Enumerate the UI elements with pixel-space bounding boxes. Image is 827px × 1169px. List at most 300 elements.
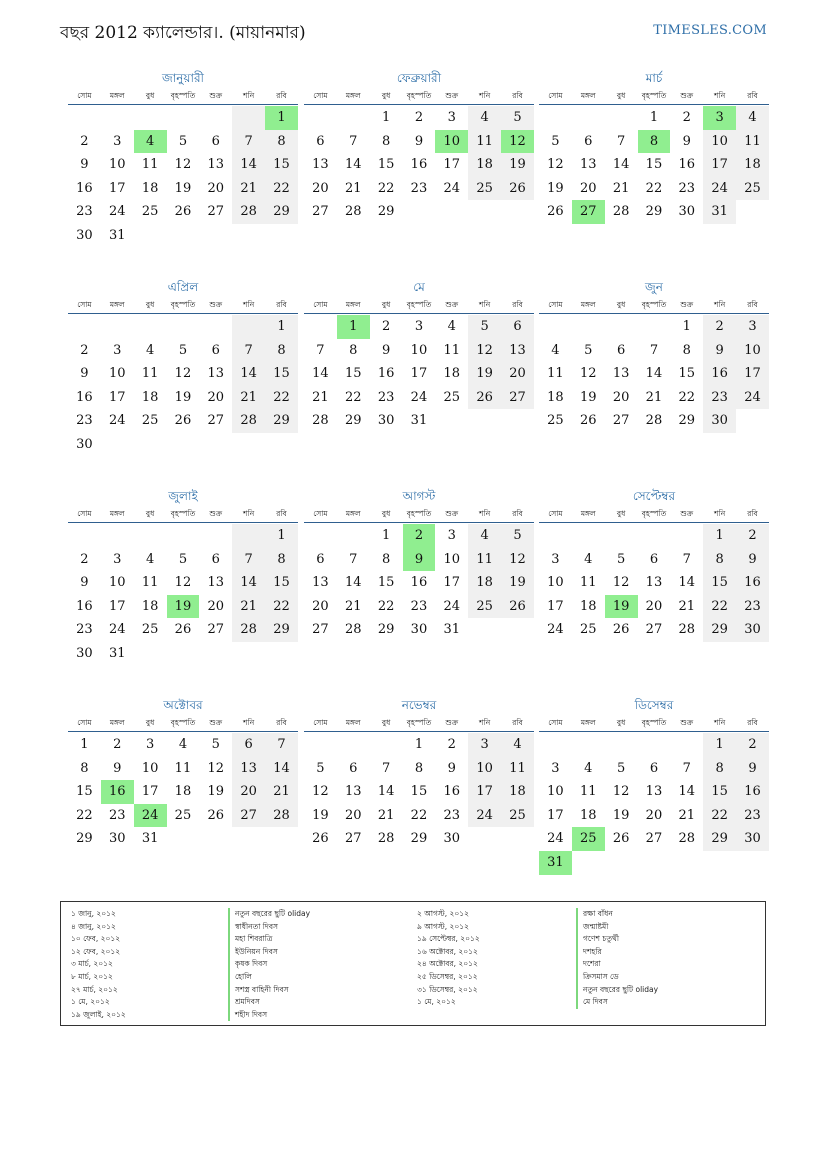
day-cell: 7 xyxy=(232,339,265,363)
day-cell: 2 xyxy=(736,733,769,757)
day-cell: 14 xyxy=(377,784,395,800)
weekday-label: শুক্র xyxy=(209,509,223,518)
weekday-header xyxy=(68,508,298,523)
day-cell: 15 xyxy=(703,571,736,595)
empty-cell xyxy=(337,524,370,548)
empty-cell xyxy=(572,106,605,130)
day-cell: 10 xyxy=(703,130,736,154)
weekday-label: শুক্র xyxy=(445,300,459,309)
day-cell: 30 xyxy=(108,831,126,847)
legend-names-left xyxy=(228,908,310,1021)
day-cell: 11 xyxy=(547,366,564,382)
month-title: অক্টোবর xyxy=(163,698,203,712)
weekday-label: বুধ xyxy=(145,718,155,727)
brand-logo-text[interactable]: TIMESLES.COM xyxy=(653,23,767,38)
day-cell: 8 xyxy=(80,760,89,776)
day-cell: 18 xyxy=(443,366,461,382)
day-cell: 6 xyxy=(211,133,220,149)
day-cell: 19 xyxy=(501,153,534,177)
legend-date: ২৪ অক্টোবর, ২০১২ xyxy=(417,959,478,969)
page-title: বছর 2012 ক্যালেন্ডার।. (মায়ানমার) xyxy=(60,23,306,43)
empty-cell xyxy=(134,106,167,130)
day-cell: 7 xyxy=(232,548,265,572)
weekday-label: সোম xyxy=(77,509,92,518)
day-cell: 9 xyxy=(80,575,89,591)
day-cell: 25 xyxy=(141,204,159,220)
day-cell: 10 xyxy=(736,339,769,363)
day-cell: 23 xyxy=(76,413,93,429)
day-cell: 1 xyxy=(703,733,736,757)
holiday-day-cell: 12 xyxy=(501,130,534,154)
weekday-label: মঙ্গল xyxy=(109,718,125,727)
weekday-label: রবি xyxy=(512,509,523,518)
day-cell: 26 xyxy=(612,831,630,847)
day-cell: 10 xyxy=(410,342,428,358)
weekday-header xyxy=(539,299,769,314)
weekday-label: শুক্র xyxy=(680,509,694,518)
empty-cell xyxy=(572,315,605,339)
day-cell: 6 xyxy=(616,342,626,358)
day-cell: 4 xyxy=(501,733,534,757)
day-cell: 18 xyxy=(174,784,192,800)
day-cell: 22 xyxy=(377,180,395,196)
weekday-label: মঙ্গল xyxy=(345,718,361,727)
weekday-label: বুধ xyxy=(381,91,391,100)
day-cell: 7 xyxy=(381,760,391,776)
day-cell: 18 xyxy=(468,571,501,595)
month-block xyxy=(304,70,534,224)
weekday-label: বৃহস্পতি xyxy=(641,509,667,518)
day-cell: 15 xyxy=(678,366,696,382)
day-cell: 9 xyxy=(381,342,391,358)
day-cell: 26 xyxy=(174,204,192,220)
month-days xyxy=(304,106,534,224)
holiday-day-cell: 9 xyxy=(403,548,436,572)
weekday-header xyxy=(539,508,769,523)
month-title: এপ্রিল xyxy=(167,280,199,294)
month-block xyxy=(304,488,534,642)
day-cell: 1 xyxy=(703,524,736,548)
day-cell: 25 xyxy=(547,413,564,429)
day-cell: 4 xyxy=(736,106,769,130)
weekday-label: সোম xyxy=(548,718,563,727)
day-cell: 15 xyxy=(645,157,663,173)
legend-holiday-name: ইউনিয়ন দিবস xyxy=(228,946,310,959)
day-cell: 21 xyxy=(612,180,630,196)
holiday-day-cell: 19 xyxy=(605,595,638,619)
day-cell: 13 xyxy=(579,157,597,173)
day-cell: 11 xyxy=(141,157,159,173)
day-cell: 10 xyxy=(547,784,564,800)
day-cell: 15 xyxy=(76,784,93,800)
weekday-label: সোম xyxy=(313,300,328,309)
day-cell: 4 xyxy=(468,106,501,130)
day-cell: 14 xyxy=(312,366,329,382)
day-cell: 18 xyxy=(468,153,501,177)
weekday-label: শুক্র xyxy=(445,509,459,518)
day-cell: 7 xyxy=(232,130,265,154)
weekday-label: বৃহস্পতি xyxy=(406,509,432,518)
legend-holiday-name: দশেরা xyxy=(576,958,658,971)
month-title: মে xyxy=(413,280,425,294)
month-block xyxy=(539,279,769,433)
day-cell: 10 xyxy=(108,575,126,591)
day-cell: 19 xyxy=(312,807,329,823)
day-cell: 9 xyxy=(80,157,89,173)
day-cell: 29 xyxy=(265,618,298,642)
legend-holiday-name: মে দিবস xyxy=(576,996,658,1009)
day-cell: 23 xyxy=(678,180,696,196)
weekday-header xyxy=(68,717,298,732)
day-cell: 15 xyxy=(344,366,362,382)
day-cell: 20 xyxy=(645,598,663,614)
empty-cell xyxy=(572,524,605,548)
weekday-label: বুধ xyxy=(381,300,391,309)
day-cell: 7 xyxy=(265,733,298,757)
day-cell: 20 xyxy=(645,807,663,823)
legend-holiday-name: নতুন বছরের ছুটি oliday xyxy=(228,908,310,921)
day-cell: 12 xyxy=(468,339,501,363)
day-cell: 15 xyxy=(265,571,298,595)
day-cell: 2 xyxy=(736,524,769,548)
day-cell: 7 xyxy=(616,133,626,149)
day-cell: 17 xyxy=(703,153,736,177)
day-cell: 21 xyxy=(678,807,696,823)
day-cell: 10 xyxy=(108,366,126,382)
day-cell: 7 xyxy=(349,133,358,149)
day-cell: 21 xyxy=(232,386,265,410)
weekday-label: বৃহস্পতি xyxy=(170,91,196,100)
day-cell: 28 xyxy=(265,804,298,828)
day-cell: 5 xyxy=(211,737,220,752)
empty-cell xyxy=(605,733,638,757)
day-cell: 1 xyxy=(682,319,691,334)
weekday-label: রবি xyxy=(512,91,523,100)
day-cell: 6 xyxy=(501,315,534,339)
holiday-day-cell: 16 xyxy=(101,780,134,804)
day-cell: 16 xyxy=(377,366,395,382)
holiday-day-cell: 31 xyxy=(539,851,572,875)
day-cell: 8 xyxy=(703,548,736,572)
day-cell: 31 xyxy=(108,645,126,661)
day-cell: 3 xyxy=(736,315,769,339)
day-cell: 18 xyxy=(141,598,159,614)
day-cell: 25 xyxy=(468,177,501,201)
weekday-label: শনি xyxy=(714,300,726,309)
day-cell: 17 xyxy=(443,575,461,591)
month-days xyxy=(68,106,298,248)
weekday-label: শুক্র xyxy=(445,718,459,727)
day-cell: 21 xyxy=(678,598,696,614)
day-cell: 13 xyxy=(207,575,225,591)
weekday-label: বুধ xyxy=(145,91,155,100)
weekday-label: শনি xyxy=(714,91,726,100)
day-cell: 31 xyxy=(703,200,736,224)
day-cell: 20 xyxy=(579,180,597,196)
holiday-day-cell: 19 xyxy=(167,595,200,619)
weekday-label: সোম xyxy=(313,509,328,518)
day-cell: 24 xyxy=(468,804,501,828)
day-cell: 26 xyxy=(174,413,192,429)
month-title: জুলাই xyxy=(168,489,198,503)
day-cell: 28 xyxy=(612,204,630,220)
day-cell: 29 xyxy=(645,204,663,220)
day-cell: 19 xyxy=(174,389,192,405)
day-cell: 23 xyxy=(76,204,93,220)
weekday-label: বুধ xyxy=(616,509,626,518)
weekday-header xyxy=(304,90,534,105)
weekday-label: শুক্র xyxy=(680,91,694,100)
day-cell: 25 xyxy=(501,804,534,828)
day-cell: 4 xyxy=(584,760,593,776)
day-cell: 12 xyxy=(174,575,192,591)
weekday-label: বুধ xyxy=(616,718,626,727)
weekday-label: বুধ xyxy=(616,91,626,100)
day-cell: 25 xyxy=(579,622,597,638)
day-cell: 8 xyxy=(265,130,298,154)
empty-cell xyxy=(167,106,200,130)
day-cell: 23 xyxy=(76,622,93,638)
day-cell: 30 xyxy=(736,827,769,851)
day-cell: 4 xyxy=(468,524,501,548)
weekday-label: রবি xyxy=(276,509,287,518)
day-cell: 11 xyxy=(579,575,597,591)
day-cell: 21 xyxy=(232,177,265,201)
day-cell: 14 xyxy=(612,157,630,173)
month-block xyxy=(539,488,769,642)
day-cell: 19 xyxy=(579,389,597,405)
weekday-label: বুধ xyxy=(381,718,391,727)
empty-cell xyxy=(670,524,703,548)
legend-date: ১৬ অক্টোবর, ২০১২ xyxy=(417,946,478,956)
legend-holiday-name: গণেশ চতুর্থী xyxy=(576,933,658,946)
day-cell: 18 xyxy=(141,389,159,405)
day-cell: 27 xyxy=(232,804,265,828)
day-cell: 30 xyxy=(76,227,93,243)
empty-cell xyxy=(232,315,265,339)
day-cell: 14 xyxy=(678,784,696,800)
day-cell: 29 xyxy=(703,827,736,851)
month-title: জানুয়ারী xyxy=(162,71,204,85)
day-cell: 26 xyxy=(468,386,501,410)
day-cell: 6 xyxy=(232,733,265,757)
day-cell: 20 xyxy=(344,807,362,823)
weekday-label: মঙ্গল xyxy=(109,509,125,518)
day-cell: 10 xyxy=(468,757,501,781)
empty-cell xyxy=(605,106,638,130)
weekday-label: সোম xyxy=(77,300,92,309)
weekday-label: শুক্র xyxy=(209,91,223,100)
empty-cell xyxy=(199,106,232,130)
day-cell: 24 xyxy=(108,413,126,429)
day-cell: 30 xyxy=(76,436,93,452)
weekday-label: মঙ্গল xyxy=(580,718,596,727)
legend-holiday-name: কৃষক দিবস xyxy=(228,958,310,971)
day-cell: 26 xyxy=(501,595,534,619)
day-cell: 20 xyxy=(232,780,265,804)
day-cell: 20 xyxy=(612,389,630,405)
weekday-label: শনি xyxy=(714,509,726,518)
holiday-day-cell: 8 xyxy=(638,130,671,154)
day-cell: 27 xyxy=(344,831,362,847)
empty-cell xyxy=(638,524,671,548)
legend-holiday-name: মহা শিবরাত্রি xyxy=(228,933,310,946)
day-cell: 27 xyxy=(612,413,630,429)
day-cell: 17 xyxy=(108,180,126,196)
day-cell: 26 xyxy=(501,177,534,201)
day-cell: 30 xyxy=(443,831,461,847)
day-cell: 9 xyxy=(736,548,769,572)
weekday-label: বৃহস্পতি xyxy=(641,718,667,727)
day-cell: 12 xyxy=(579,366,597,382)
empty-cell xyxy=(670,733,703,757)
day-cell: 27 xyxy=(501,386,534,410)
day-cell: 19 xyxy=(501,571,534,595)
weekday-header xyxy=(304,299,534,314)
legend-date: ১ মে, ২০১২ xyxy=(71,997,110,1007)
day-cell: 17 xyxy=(736,362,769,386)
day-cell: 15 xyxy=(703,780,736,804)
day-cell: 1 xyxy=(80,737,89,752)
day-cell: 23 xyxy=(377,389,395,405)
day-cell: 26 xyxy=(174,622,192,638)
empty-cell xyxy=(370,733,403,757)
day-cell: 7 xyxy=(316,342,325,358)
empty-cell xyxy=(304,524,337,548)
day-cell: 25 xyxy=(736,177,769,201)
weekday-label: শনি xyxy=(479,509,491,518)
month-days xyxy=(304,524,534,642)
month-days xyxy=(304,315,534,433)
day-cell: 11 xyxy=(501,757,534,781)
month-days xyxy=(68,733,298,851)
day-cell: 1 xyxy=(649,110,659,125)
day-cell: 18 xyxy=(579,598,597,614)
day-cell: 28 xyxy=(232,409,265,433)
month-days xyxy=(304,733,534,851)
weekday-label: মঙ্গল xyxy=(109,300,125,309)
empty-cell xyxy=(199,315,232,339)
legend-date: ১৯ জুলাই, ২০১২ xyxy=(71,1009,126,1019)
day-cell: 3 xyxy=(551,551,560,567)
day-cell: 11 xyxy=(443,342,461,358)
day-cell: 31 xyxy=(410,413,428,429)
day-cell: 24 xyxy=(547,831,564,847)
day-cell: 6 xyxy=(211,342,220,358)
day-cell: 24 xyxy=(108,204,126,220)
day-cell: 28 xyxy=(232,200,265,224)
day-cell: 19 xyxy=(468,362,501,386)
day-cell: 11 xyxy=(141,575,159,591)
weekday-label: সোম xyxy=(548,91,563,100)
day-cell: 30 xyxy=(703,409,736,433)
day-cell: 20 xyxy=(501,362,534,386)
day-cell: 8 xyxy=(265,339,298,363)
day-cell: 10 xyxy=(443,551,461,567)
legend-names-right xyxy=(576,908,658,1009)
weekday-label: সোম xyxy=(77,718,92,727)
legend-dates-left xyxy=(71,908,126,1021)
legend-date: ৩১ ডিসেম্বর, ২০১২ xyxy=(417,984,478,994)
day-cell: 8 xyxy=(265,548,298,572)
weekday-label: বুধ xyxy=(145,300,155,309)
legend-date: ১০ ফেব, ২০১২ xyxy=(71,934,121,944)
day-cell: 20 xyxy=(312,180,329,196)
month-title: মার্চ xyxy=(645,71,663,85)
weekday-label: শনি xyxy=(243,718,255,727)
weekday-label: শুক্র xyxy=(680,718,694,727)
legend-holiday-name: রক্ষা বাঁধন xyxy=(576,908,658,921)
day-cell: 12 xyxy=(501,548,534,572)
month-block xyxy=(539,70,769,224)
month-block xyxy=(539,697,769,875)
day-cell: 14 xyxy=(344,157,362,173)
day-cell: 16 xyxy=(736,571,769,595)
weekday-label: শুক্র xyxy=(209,300,223,309)
day-cell: 1 xyxy=(381,528,391,543)
empty-cell xyxy=(167,524,200,548)
legend-date: ১ মে, ২০১২ xyxy=(417,997,456,1007)
month-block xyxy=(304,279,534,433)
day-cell: 24 xyxy=(443,180,461,196)
legend-holiday-name: ক্রিসমাস ডে xyxy=(576,971,658,984)
weekday-label: সোম xyxy=(313,91,328,100)
day-cell: 18 xyxy=(501,780,534,804)
day-cell: 20 xyxy=(207,389,225,405)
day-cell: 10 xyxy=(547,575,564,591)
weekday-label: শনি xyxy=(243,91,255,100)
day-cell: 22 xyxy=(377,598,395,614)
day-cell: 28 xyxy=(344,622,362,638)
month-days xyxy=(68,315,298,457)
day-cell: 5 xyxy=(616,760,626,776)
weekday-label: বৃহস্পতি xyxy=(641,300,667,309)
day-cell: 18 xyxy=(579,807,597,823)
legend-date: ৩ মার্চ, ২০১২ xyxy=(71,959,113,969)
month-title: ডিসেম্বর xyxy=(634,698,674,712)
day-cell: 6 xyxy=(316,551,325,567)
legend-dates-right xyxy=(417,908,480,1009)
day-cell: 16 xyxy=(703,362,736,386)
day-cell: 27 xyxy=(207,413,225,429)
day-cell: 2 xyxy=(80,551,89,567)
weekday-label: রবি xyxy=(512,718,523,727)
day-cell: 2 xyxy=(682,110,691,125)
holiday-day-cell: 25 xyxy=(572,827,605,851)
day-cell: 29 xyxy=(265,409,298,433)
day-cell: 22 xyxy=(265,595,298,619)
month-title: সেপ্টেম্বর xyxy=(632,489,676,503)
day-cell: 21 xyxy=(312,389,329,405)
empty-cell xyxy=(167,315,200,339)
legend-holiday-name: নতুন বছরের ছুটি oliday xyxy=(576,984,658,997)
month-days xyxy=(539,733,769,875)
weekday-label: সোম xyxy=(548,300,563,309)
day-cell: 9 xyxy=(736,757,769,781)
day-cell: 25 xyxy=(174,807,192,823)
day-cell: 20 xyxy=(312,598,329,614)
day-cell: 19 xyxy=(174,180,192,196)
holiday-day-cell: 3 xyxy=(703,106,736,130)
weekday-label: রবি xyxy=(747,718,758,727)
weekday-label: বৃহস্পতি xyxy=(641,91,667,100)
day-cell: 2 xyxy=(113,737,122,752)
holiday-day-cell: 1 xyxy=(265,106,298,130)
legend-holiday-name: দশহরি xyxy=(576,946,658,959)
day-cell: 16 xyxy=(443,784,461,800)
day-cell: 30 xyxy=(410,622,428,638)
day-cell: 13 xyxy=(645,575,663,591)
